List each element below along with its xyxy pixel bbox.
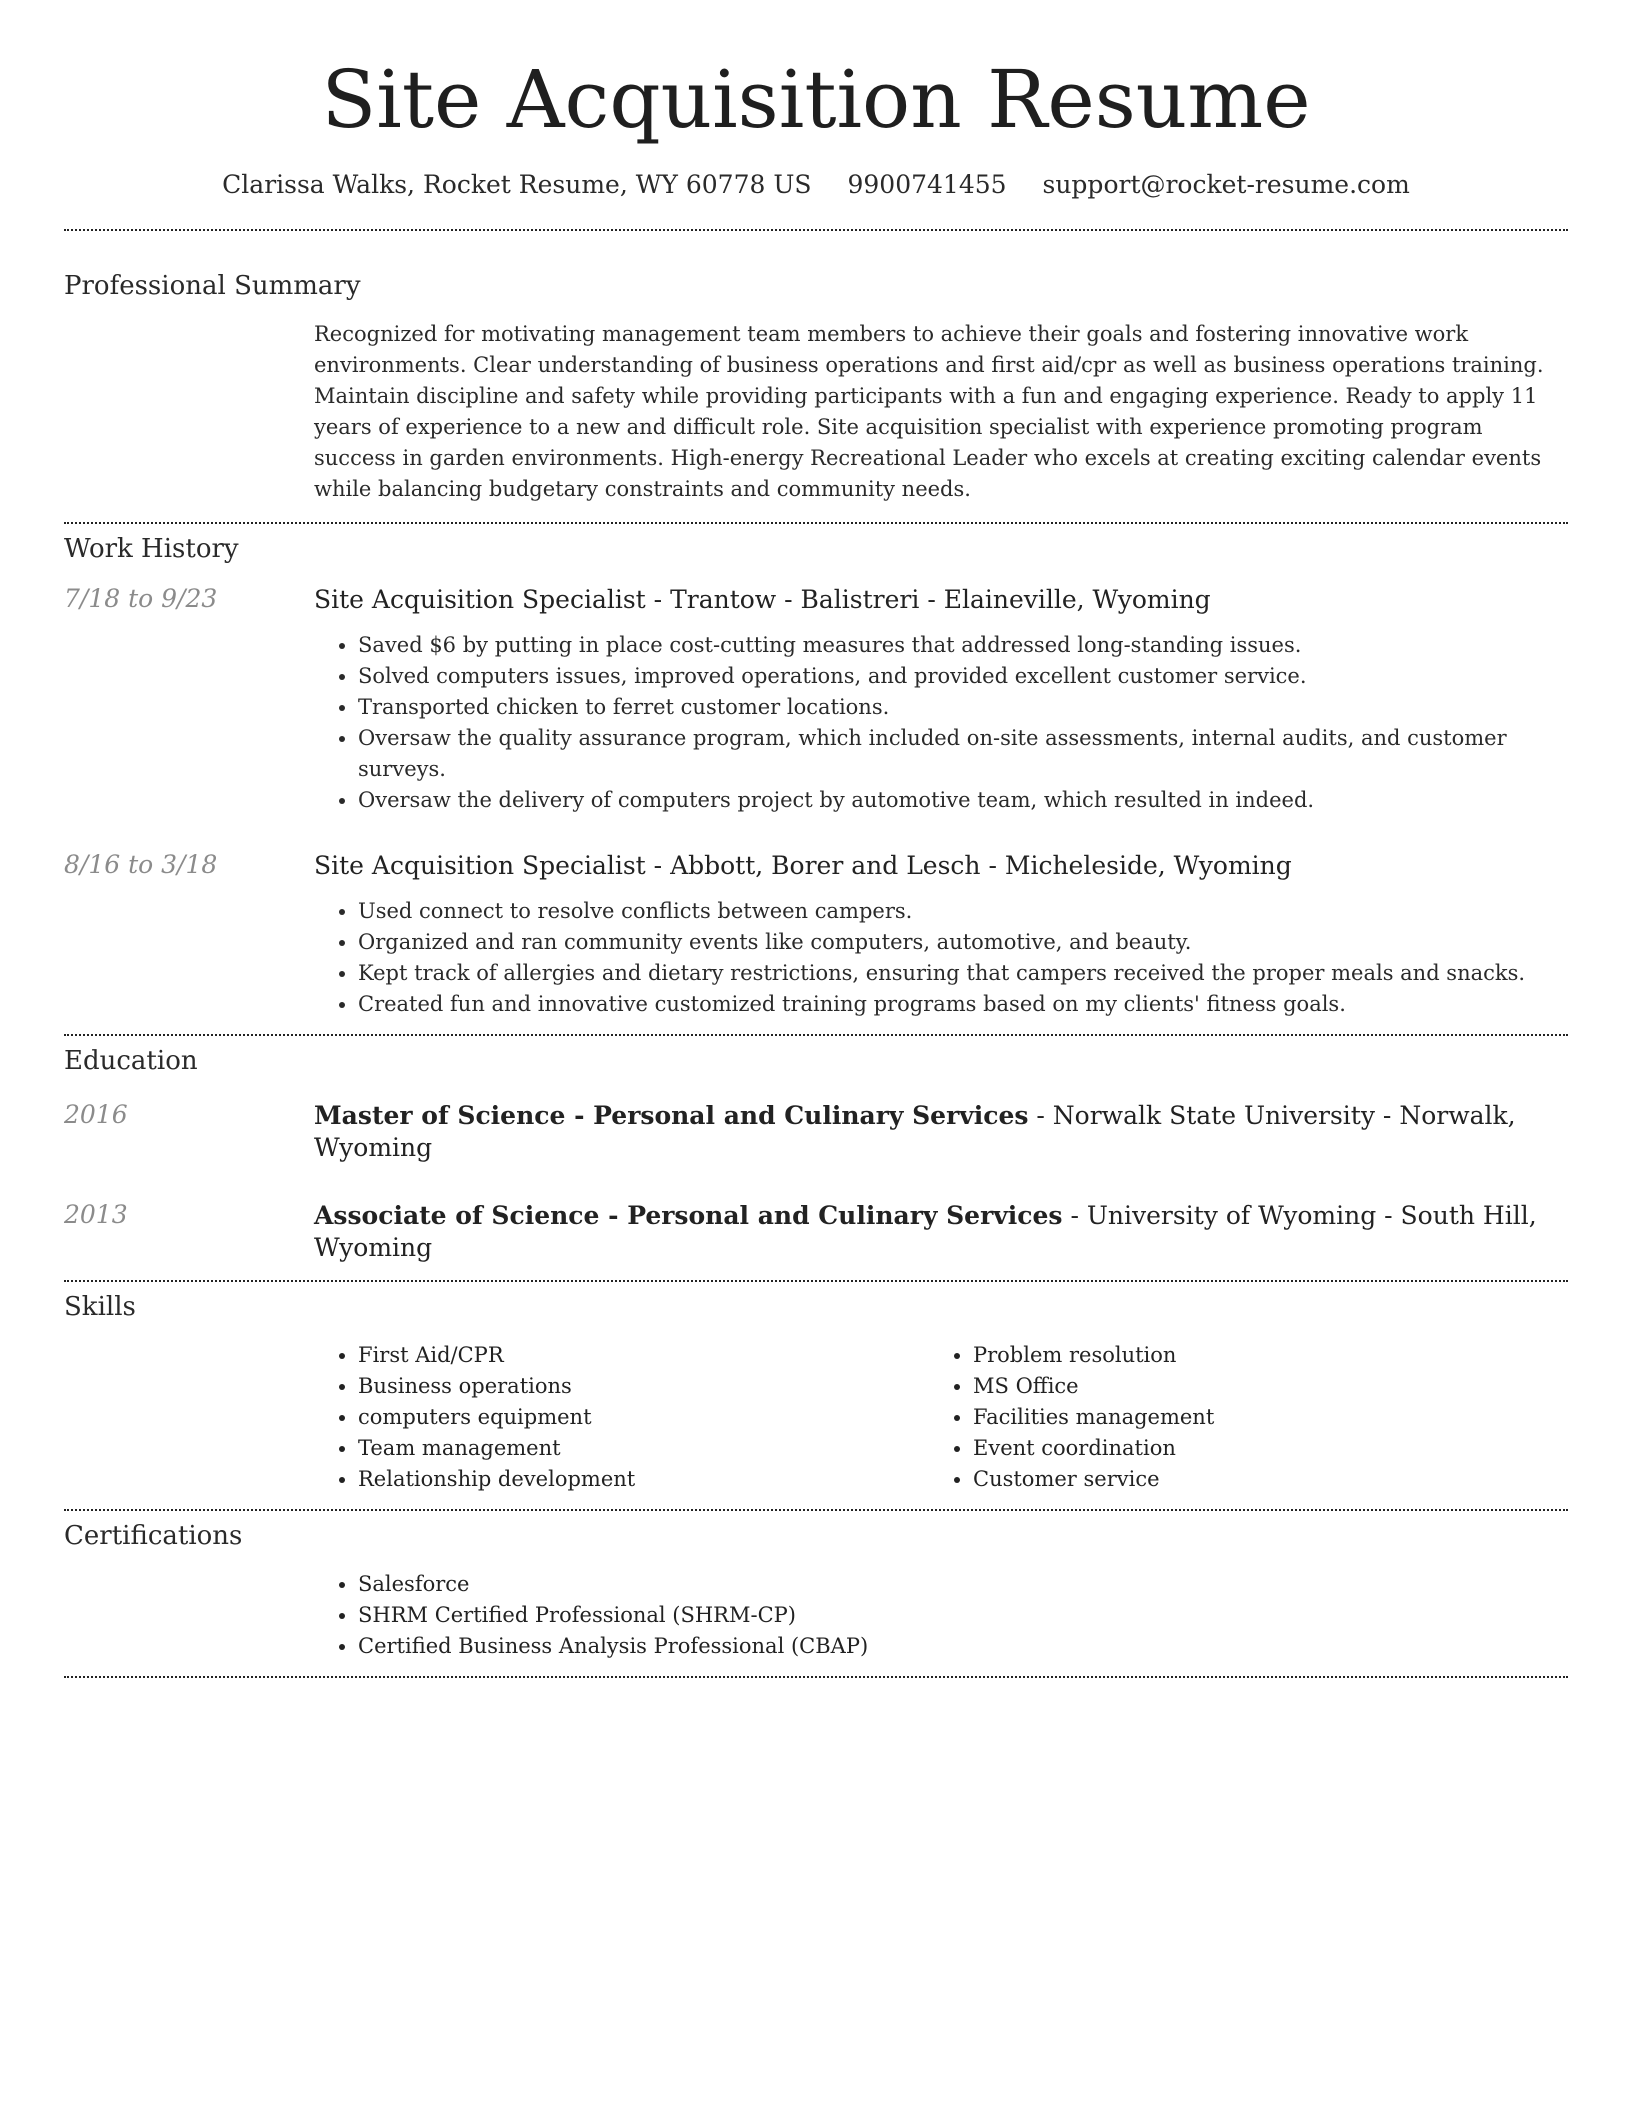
certifications-left-spacer — [64, 1569, 314, 1662]
page-title: Site Acquisition Resume — [321, 53, 1311, 146]
list-item: • Solved computers issues, improved operations, and provided excellent customer service. — [358, 661, 1568, 692]
list-item: • Kept track of allergies and dietary restrictions, ensuring that campers received the proper meals and snacks. — [358, 958, 1568, 989]
list-item: • First Aid/CPR — [358, 1340, 929, 1371]
job-entry — [314, 850, 1568, 1020]
section-heading: Professional Summary — [64, 271, 361, 301]
summary-text: Recognized for motivating management team members to achieve their goals and fostering innovative work environments. Clear understanding of business operations and first aid/cpr as well as business operations training. Maintain discipline and safety while providing participants with a fun and engaging experience. Ready to apply 11 years of experience to a new and difficult role. Site acquisition specialist with experience promoting program success in garden environments. High-energy Recreational Leader who excels at creating exciting calendar events while balancing budgetary constraints and community needs. — [314, 322, 1544, 501]
education-entry — [314, 1100, 1568, 1164]
summary-section — [64, 271, 1568, 505]
list-item: • Saved $6 by putting in place cost-cutting measures that addressed long-standing issues. — [358, 630, 1568, 661]
education-degree: Master of Science - Personal and Culinary Services — [314, 1101, 1029, 1130]
education-year: 2013 — [64, 1200, 128, 1229]
education-section — [64, 1046, 1568, 1264]
list-item: • Customer service — [973, 1464, 1568, 1495]
skills-left-spacer — [64, 1340, 314, 1495]
job-title: Site Acquisition Specialist - Abbott, Borer and Lesch - Micheleside, Wyoming — [314, 851, 1292, 880]
skills-list-1 — [314, 1340, 929, 1495]
skills-list-2 — [929, 1340, 1568, 1495]
section-heading: Work History — [64, 534, 239, 564]
list-item: • Transported chicken to ferret customer locations. — [358, 692, 1568, 723]
section-heading: Skills — [64, 1292, 136, 1322]
contact-line — [64, 170, 1568, 199]
work-section — [64, 534, 1568, 1020]
education-year: 2016 — [64, 1100, 128, 1129]
education-school: - University of Wyoming - South Hill, Wyoming — [314, 1201, 1537, 1262]
list-item: • Oversaw the quality assurance program, which included on-site assessments, internal audits, and customer surveys. — [358, 723, 1568, 785]
list-item: • Oversaw the delivery of computers project by automotive team, which resulted in indeed. — [358, 785, 1568, 816]
list-item: • Salesforce — [358, 1569, 1568, 1600]
contact-phone: 9900741455 — [847, 170, 1007, 199]
divider — [64, 229, 1568, 231]
list-item: • Certified Business Analysis Professional (CBAP) — [358, 1631, 1568, 1662]
skills-columns — [314, 1340, 1568, 1495]
summary-left-spacer — [64, 319, 314, 505]
resume-page — [64, 0, 1568, 1678]
job-bullets — [314, 630, 1568, 816]
job-title: Site Acquisition Specialist - Trantow - Balistreri - Elaineville, Wyoming — [314, 585, 1211, 614]
education-entry — [314, 1200, 1568, 1264]
divider — [64, 522, 1568, 524]
list-item: • Team management — [358, 1433, 929, 1464]
job-entry — [314, 584, 1568, 816]
divider — [64, 1509, 1568, 1511]
divider — [64, 1280, 1568, 1282]
certifications-list — [314, 1569, 1568, 1662]
list-item: • Business operations — [358, 1371, 929, 1402]
job-bullets — [314, 896, 1568, 1020]
list-item: • computers equipment — [358, 1402, 929, 1433]
divider — [64, 1676, 1568, 1678]
contact-email: support@rocket-resume.com — [1042, 170, 1410, 199]
job-dates: 7/18 to 9/23 — [64, 584, 218, 613]
list-item: • Created fun and innovative customized training programs based on my clients' fitness goals. — [358, 989, 1568, 1020]
list-item: • Facilities management — [973, 1402, 1568, 1433]
section-heading: Education — [64, 1046, 198, 1076]
education-degree: Associate of Science - Personal and Culinary Services — [314, 1201, 1063, 1230]
list-item: • Problem resolution — [973, 1340, 1568, 1371]
list-item: • Relationship development — [358, 1464, 929, 1495]
list-item: • Event coordination — [973, 1433, 1568, 1464]
list-item: • MS Office — [973, 1371, 1568, 1402]
list-item: • Organized and ran community events like computers, automotive, and beauty. — [358, 927, 1568, 958]
job-dates: 8/16 to 3/18 — [64, 850, 218, 879]
education-school: - Norwalk State University - Norwalk, Wyoming — [314, 1101, 1516, 1162]
list-item: • SHRM Certified Professional (SHRM-CP) — [358, 1600, 1568, 1631]
list-item: • Used connect to resolve conflicts between campers. — [358, 896, 1568, 927]
skills-section — [64, 1292, 1568, 1495]
certifications-section — [64, 1521, 1568, 1662]
section-heading: Certifications — [64, 1521, 243, 1551]
divider — [64, 1034, 1568, 1036]
contact-address: Clarissa Walks, Rocket Resume, WY 60778 US — [222, 170, 812, 199]
